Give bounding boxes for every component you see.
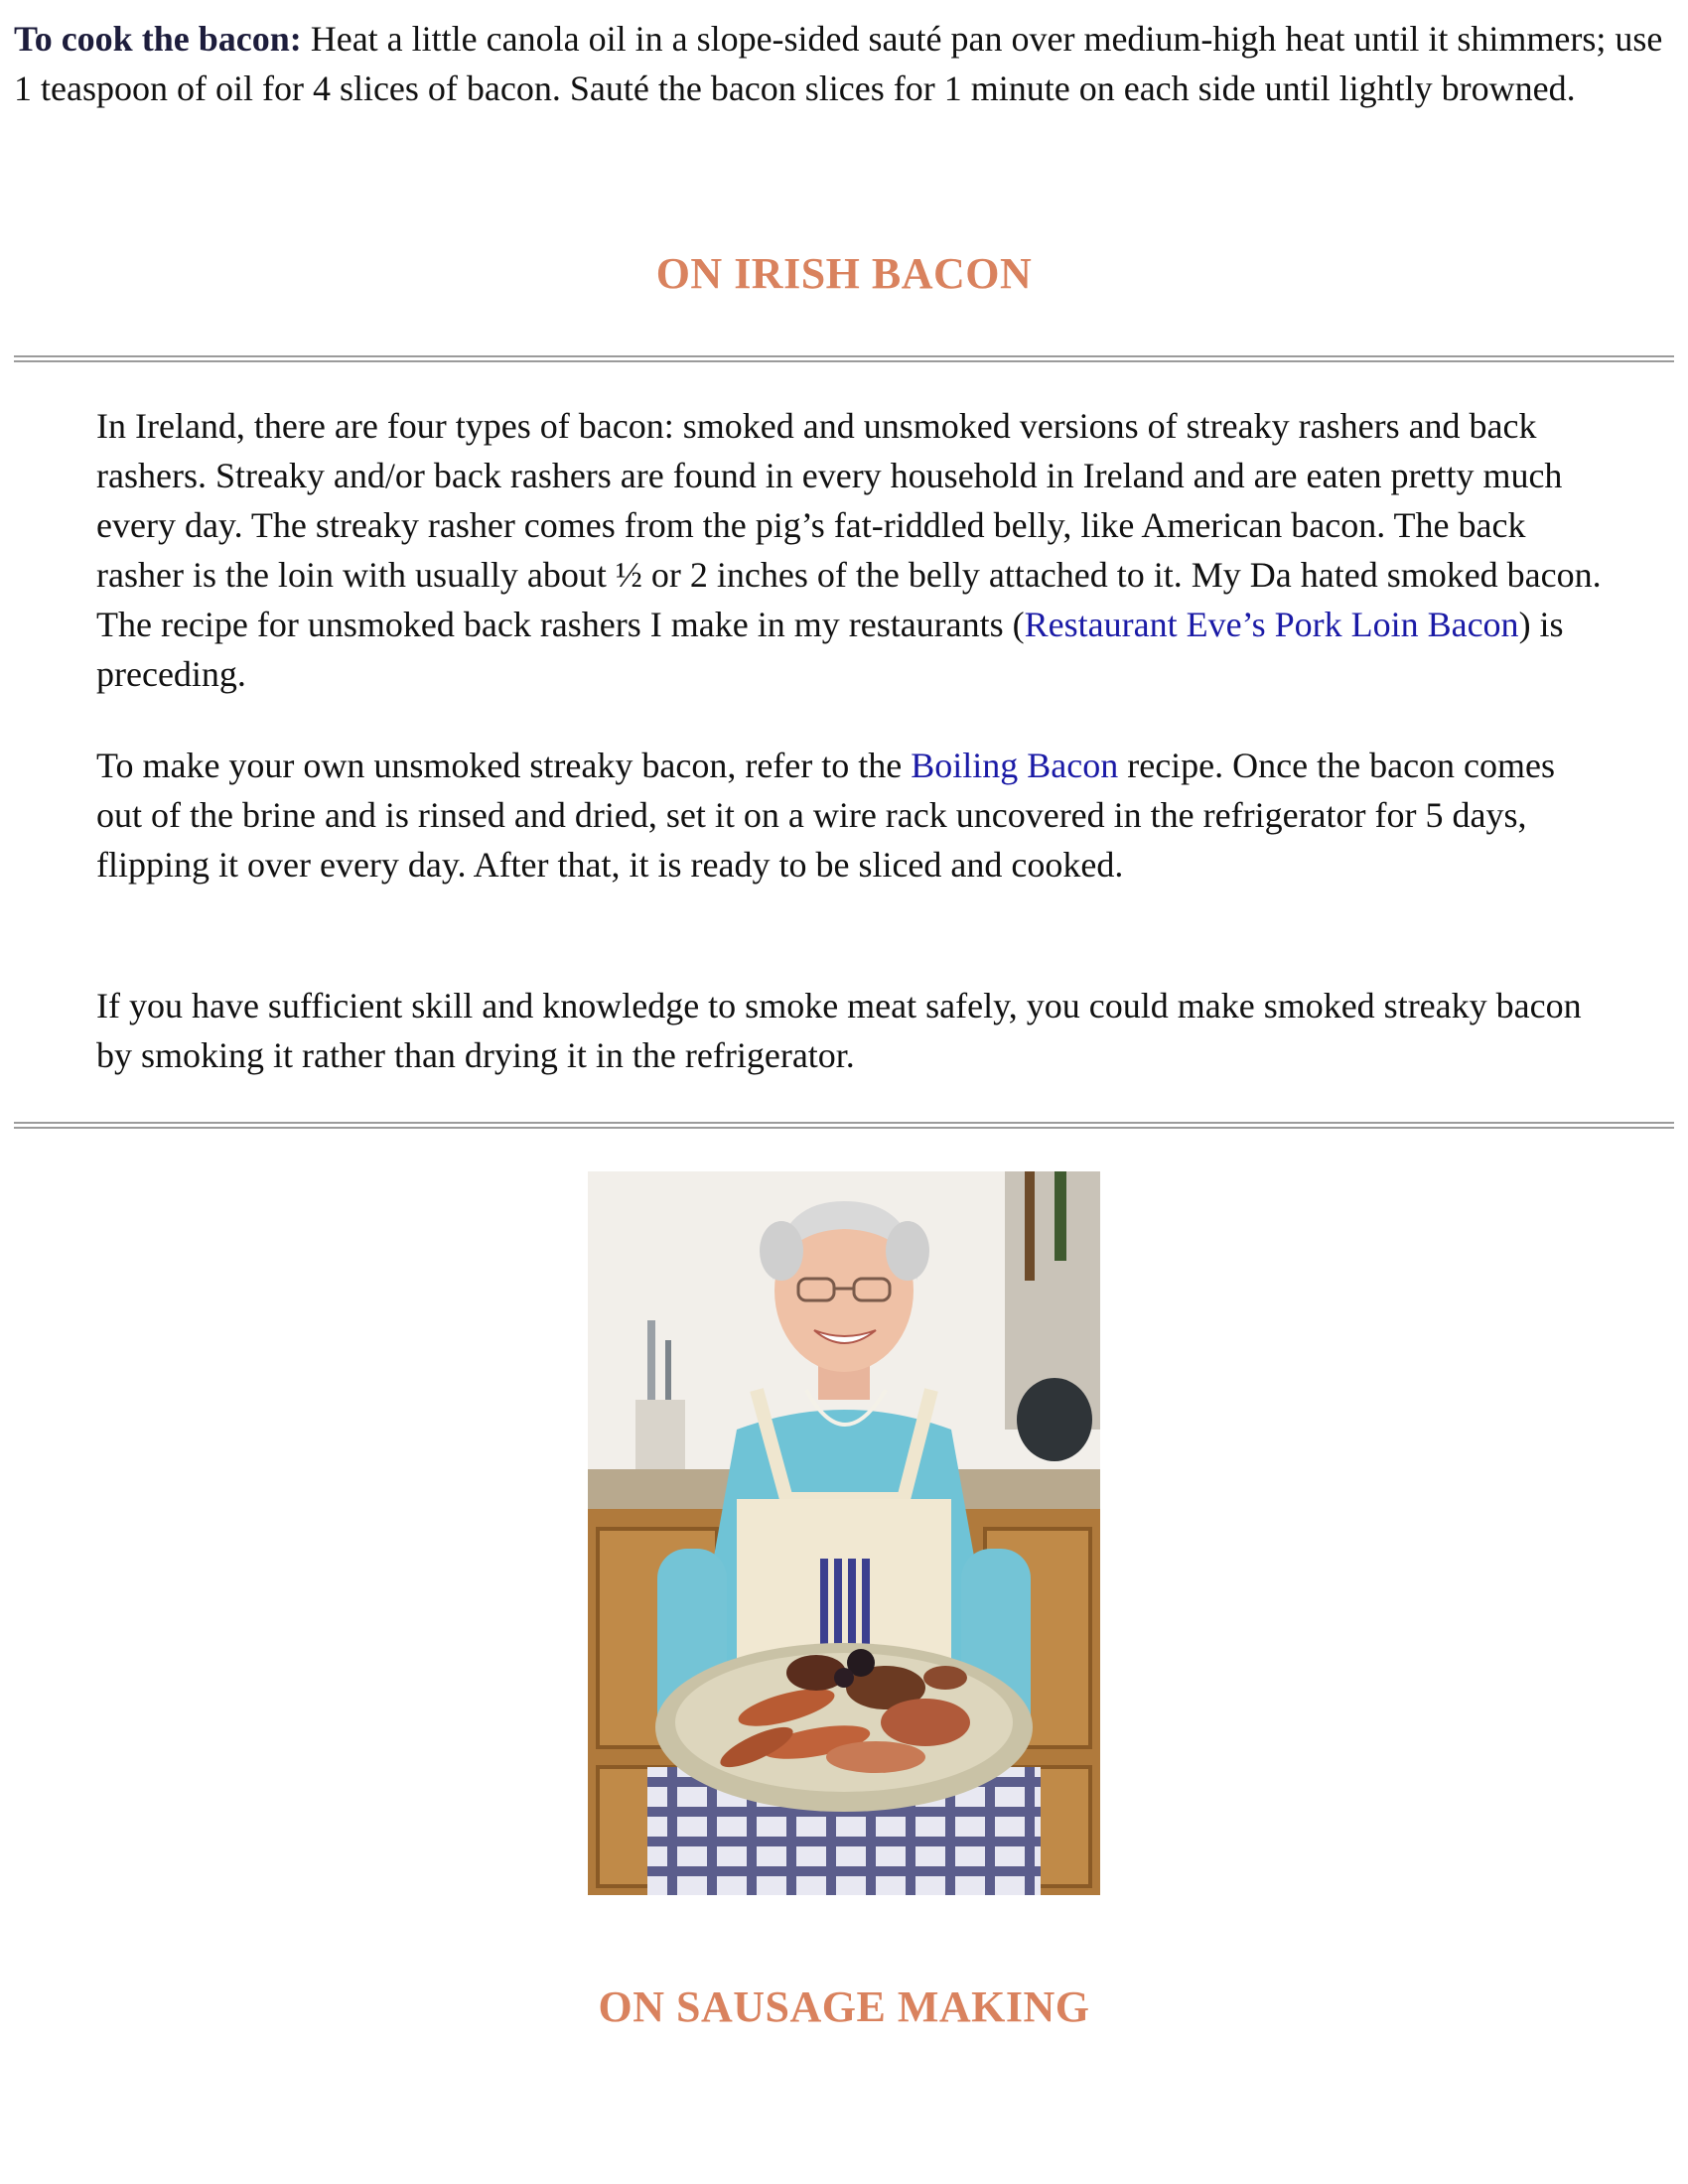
intro-paragraph bbox=[14, 14, 1674, 113]
section-heading-sausage-making: ON SAUSAGE MAKING bbox=[598, 1982, 1090, 2031]
pork-loin-bacon-link[interactable]: Restaurant Eve’s Pork Loin Bacon bbox=[1024, 605, 1519, 644]
intro-lead: To cook the bacon: bbox=[14, 19, 302, 59]
intro-text: Heat a little canola oil in a slope-sided sauté pan over medium-high heat until it shimmers; use 1 teaspoon of oil for 4 slices of bacon. Sauté the bacon slices for 1 minute on each side until lightly browned. bbox=[14, 19, 1663, 108]
paragraph-2-text-before: To make your own unsmoked streaky bacon, refer to the bbox=[96, 746, 912, 785]
irish-bacon-paragraph-3: If you have sufficient skill and knowledge to smoke meat safely, you could make smoked streaky bacon by smoking it rather than drying it in the refrigerator. bbox=[96, 986, 1582, 1075]
paragraph-2-text-after: recipe. Once the bacon comes out of the brine and is rinsed and dried, set it on a wire rack uncovered in the refrigerator for 5 days, flipping it over every day. After that, it is ready to be sliced and cooked. bbox=[96, 746, 1556, 885]
boiling-bacon-link[interactable]: Boiling Bacon bbox=[911, 746, 1119, 785]
section-divider-bottom bbox=[14, 1122, 1674, 1129]
photo-illustration bbox=[588, 1171, 1100, 1895]
woman-with-platter-photo bbox=[588, 1171, 1100, 1895]
section-divider-top bbox=[14, 355, 1674, 362]
irish-bacon-paragraph-2 bbox=[96, 741, 1606, 889]
paragraph-1-text-after: ) is preceding. bbox=[96, 605, 1564, 694]
paragraph-1-text-before: In Ireland, there are four types of bacon: smoked and unsmoked versions of streaky rashers and back rashers. Streaky and/or back rashers are found in every household in Ireland and are eaten pretty much every day. The streaky rasher comes from the pig’s fat-riddled belly, like American bacon. The back rasher is the loin with usually about ½ or 2 inches of the belly attached to it. My Da hated smoked bacon. The recipe for unsmoked back rashers I make in my restaurants ( bbox=[96, 406, 1602, 644]
section-heading-irish-bacon: ON IRISH BACON bbox=[655, 249, 1033, 298]
irish-bacon-paragraph-1 bbox=[96, 401, 1606, 699]
